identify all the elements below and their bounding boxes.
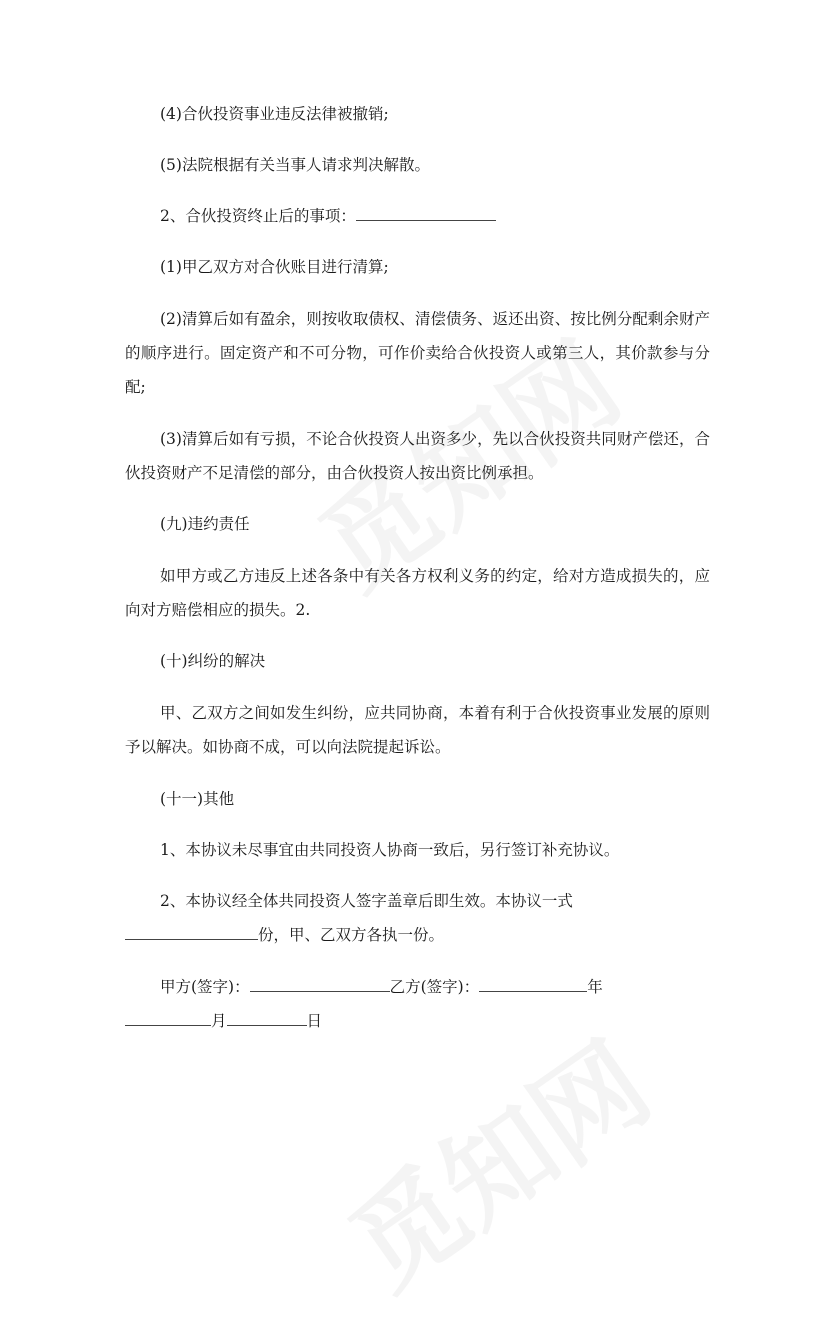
party-b-sign-label: 乙方(签字)：	[389, 978, 480, 996]
clause-item-4: (4)合伙投资事业违反法律被撤销;	[160, 105, 389, 123]
termination-matters-line	[125, 199, 710, 233]
day-label: 日	[306, 1012, 323, 1030]
section-heading-dispute: (十)纠纷的解决	[160, 652, 266, 670]
blank-field-matters[interactable]	[356, 204, 496, 221]
copies-text: 份，甲、乙双方各执一份。	[258, 926, 445, 944]
dispute-resolution-text: 甲、乙双方之间如发生纠纷，应共同协商，本着有利于合伙投资事业发展的原则予以解决。如协商不成，可以向法院提起诉讼。	[125, 704, 710, 756]
section-heading-breach: (九)违约责任	[160, 515, 250, 533]
day-field[interactable]	[227, 1009, 307, 1026]
settlement-item-2: (2)清算后如有盈余，则按收取债权、清偿债务、返还出资、按比例分配剩余财产的顺序进行。固定资产和不可分物，可作价卖给合伙投资人或第三人，其价款参与分配;	[125, 310, 710, 396]
clause-item-5: (5)法院根据有关当事人请求判决解散。	[160, 156, 430, 174]
watermark	[315, 1000, 676, 1318]
other-item-1: 1、本协议未尽事宜由共同投资人协商一致后，另行签订补充协议。	[160, 841, 620, 859]
party-a-sign-label: 甲方(签字)：	[160, 978, 250, 996]
signature-line	[125, 970, 710, 1004]
section-heading-other: (十一)其他	[160, 790, 235, 808]
month-label: 月	[211, 1012, 227, 1030]
month-field[interactable]	[125, 1009, 211, 1026]
year-label: 年	[587, 978, 603, 996]
copies-line	[125, 918, 710, 952]
party-b-sign-field[interactable]	[479, 975, 587, 992]
termination-matters-label: 2、合伙投资终止后的事项：	[160, 207, 356, 225]
settlement-item-1: (1)甲乙双方对合伙账目进行清算;	[160, 258, 389, 276]
other-item-2: 2、本协议经全体共同投资人签字盖章后即生效。本协议一式	[160, 892, 573, 910]
blank-field-copies[interactable]	[125, 923, 258, 940]
party-a-sign-field[interactable]	[250, 975, 390, 992]
breach-liability-text: 如甲方或乙方违反上述各条中有关各方权利义务的约定，给对方造成损失的，应向对方赔偿相应的损失。2.	[125, 567, 710, 619]
settlement-item-3: (3)清算后如有亏损，不论合伙投资人出资多少，先以合伙投资共同财产偿还，合伙投资财产不足清偿的部分，由合伙投资人按出资比例承担。	[125, 430, 710, 482]
date-line	[125, 1004, 710, 1038]
